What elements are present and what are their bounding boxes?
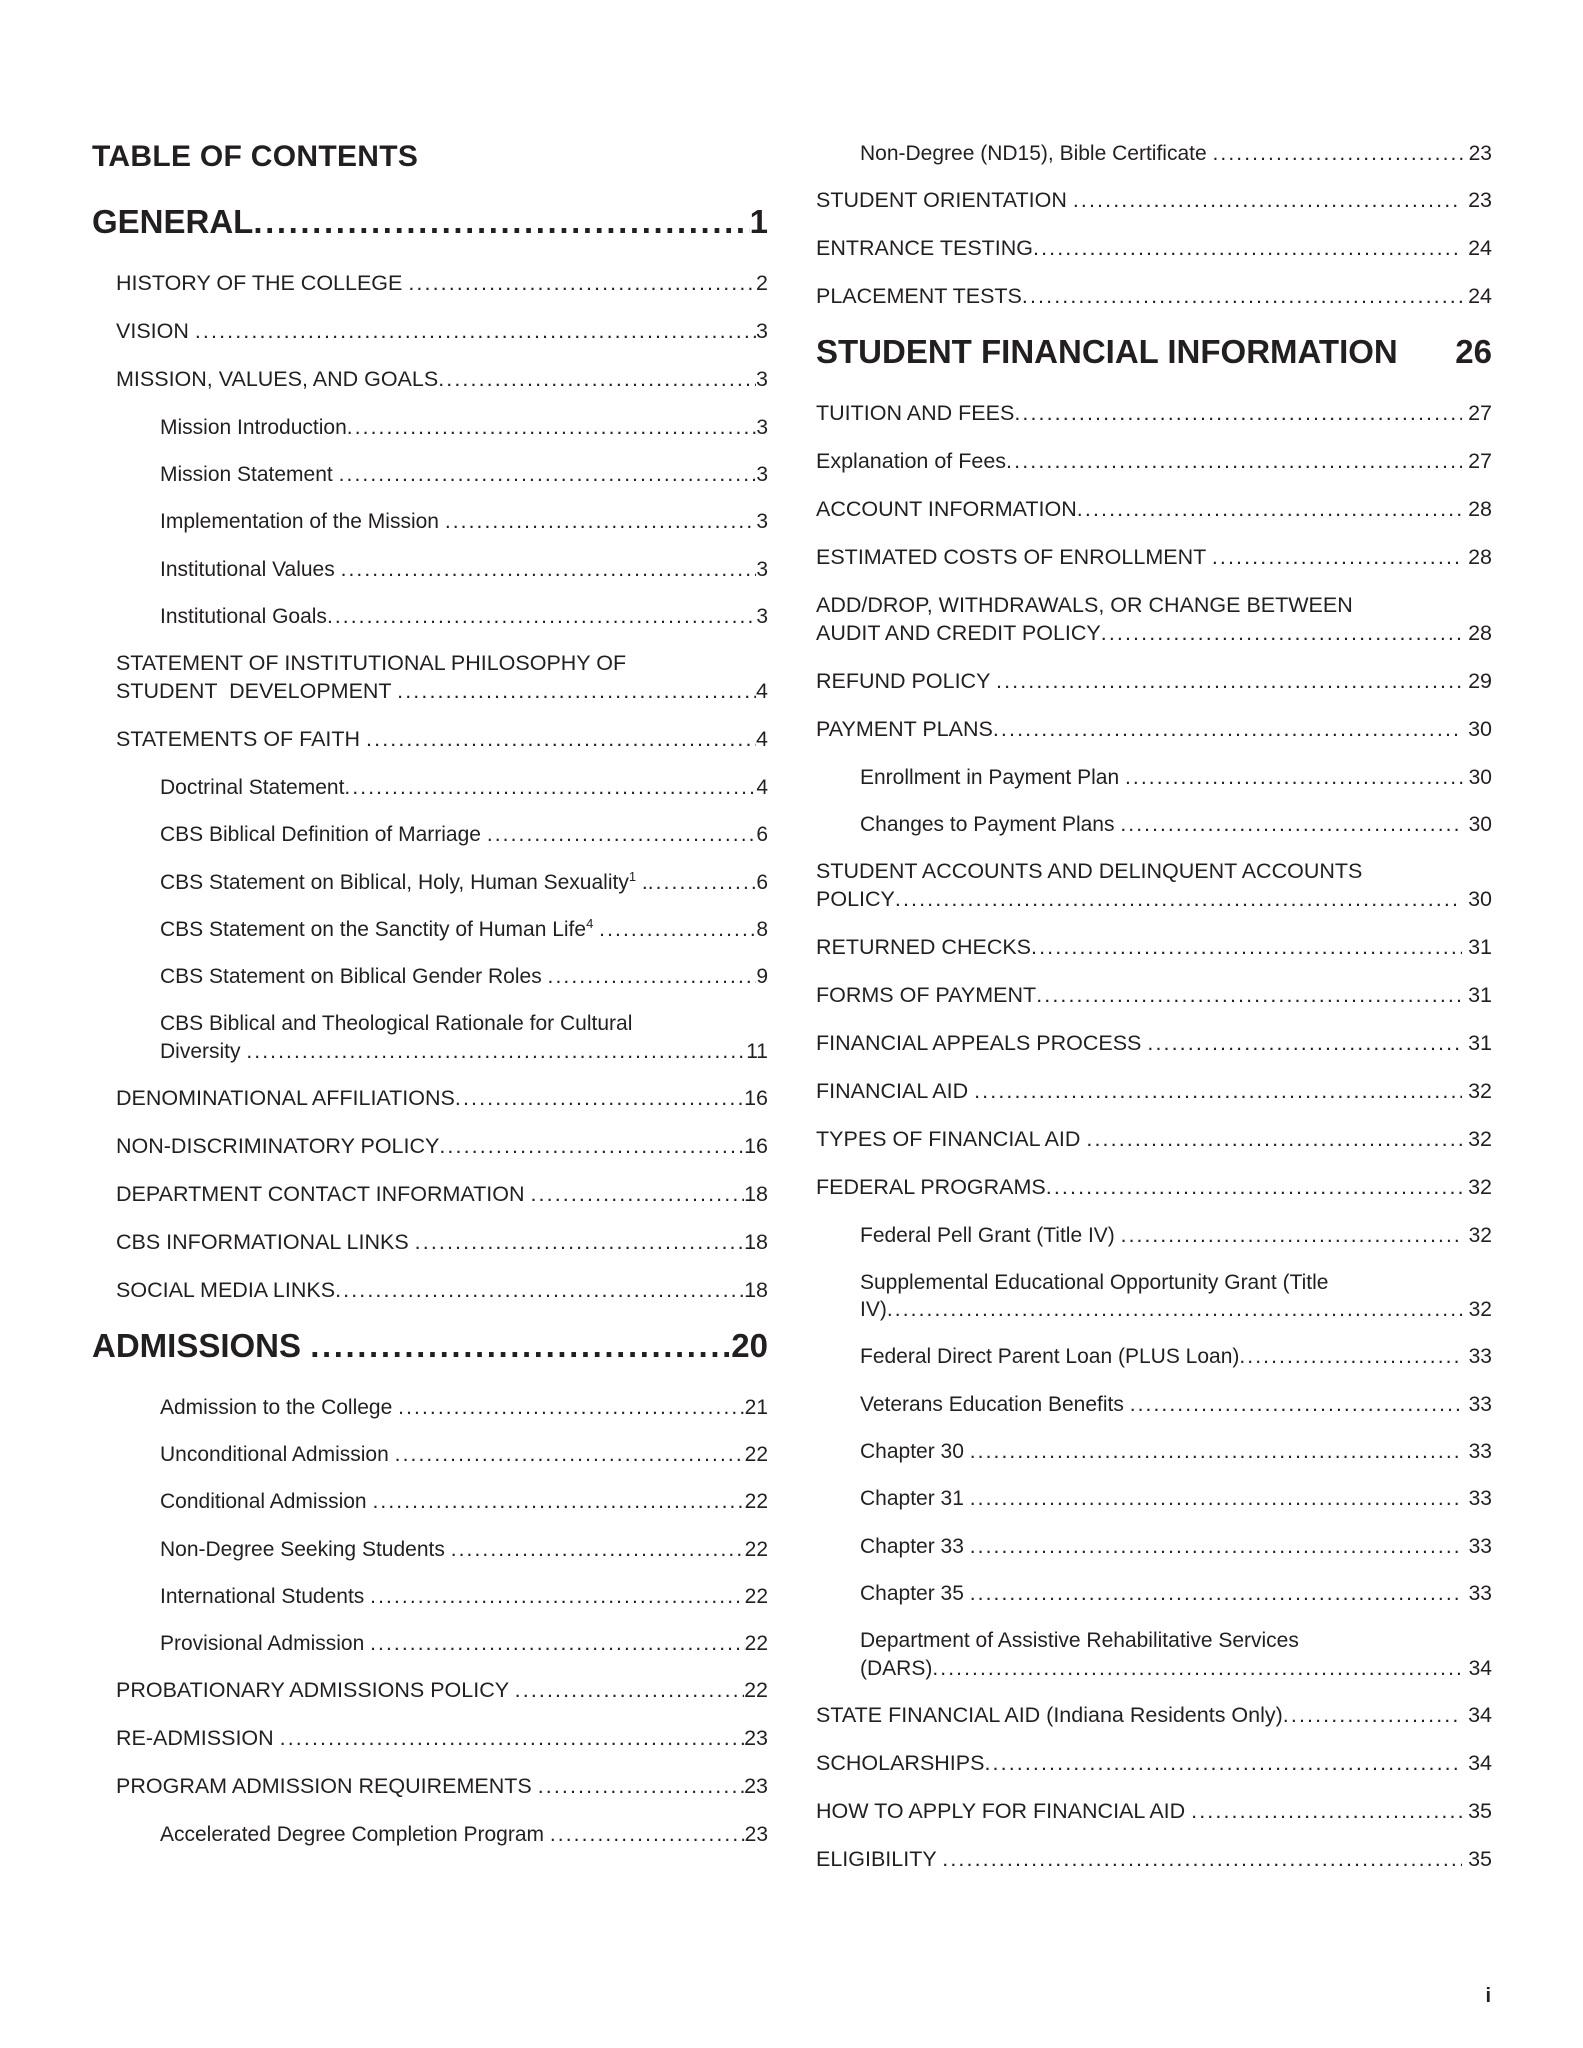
toc-page-number: 20 [731, 1326, 768, 1364]
toc-entry[interactable] [816, 235, 1492, 263]
toc-page-number: 23 [744, 1823, 768, 1847]
toc-page-number: 18 [744, 1229, 768, 1254]
toc-entry[interactable] [816, 982, 1492, 1010]
toc-page-number: 33 [1462, 1487, 1492, 1511]
toc-entry[interactable] [816, 858, 1492, 914]
toc-page-number: 4 [756, 679, 768, 704]
toc-page-number: 16 [744, 1086, 768, 1111]
toc-dot-leader [1036, 982, 1462, 1010]
toc-dot-leader [335, 1277, 744, 1305]
toc-dot-leader [370, 1630, 745, 1657]
toc-entry-label [160, 869, 648, 896]
toc-dot-leader [415, 1229, 744, 1257]
toc-page-number: 33 [1462, 1534, 1492, 1558]
toc-entry[interactable] [816, 1750, 1492, 1778]
toc-entry-line2 [860, 1296, 1492, 1323]
toc-entry-line2 [160, 1038, 768, 1065]
toc-entry[interactable] [816, 1438, 1492, 1465]
toc-entry-label-line2: POLICY [816, 887, 895, 912]
toc-page-number: 24 [1462, 236, 1492, 261]
toc-entry[interactable] [816, 1846, 1492, 1874]
toc-entry-label: FEDERAL PROGRAMS [816, 1174, 1046, 1199]
toc-dot-leader [1101, 620, 1462, 648]
toc-dot-leader [397, 678, 756, 706]
toc-dot-leader [1033, 235, 1462, 263]
toc-entry[interactable] [92, 1085, 768, 1113]
toc-page-number: 30 [1462, 765, 1492, 789]
toc-entry[interactable] [92, 1325, 768, 1368]
toc-page-number: 21 [744, 1395, 768, 1419]
toc-dot-leader [538, 1773, 744, 1801]
toc-page-number: 34 [1462, 1702, 1492, 1727]
toc-entry-line2 [816, 886, 1492, 914]
toc-page-number: 4 [756, 727, 768, 752]
toc-entry-label-line1: STUDENT ACCOUNTS AND DELINQUENT ACCOUNTS [816, 859, 1363, 884]
toc-dot-leader [530, 1181, 744, 1209]
toc-entry[interactable] [92, 916, 768, 943]
toc-page-number: 22 [744, 1537, 768, 1561]
toc-entry-label: Mission Introduction [160, 415, 347, 439]
toc-dot-leader [970, 1533, 1463, 1560]
toc-page-number: 32 [1462, 1078, 1492, 1103]
toc-dot-leader [347, 414, 757, 441]
toc-dot-leader [327, 603, 756, 630]
toc-page-number: 3 [756, 415, 768, 439]
toc-entry-label: Provisional Admission [160, 1632, 371, 1656]
toc-page-number: 22 [744, 1442, 768, 1466]
toc-dot-leader [895, 886, 1462, 914]
toc-entry-label: CBS INFORMATIONAL LINKS [116, 1229, 415, 1254]
toc-dot-leader [599, 916, 756, 943]
toc-entry-line2 [116, 678, 768, 706]
toc-entry[interactable] [816, 1126, 1492, 1154]
toc-dot-leader [1212, 140, 1462, 167]
toc-entry-label: VISION [116, 318, 195, 343]
toc-entry[interactable] [816, 1533, 1492, 1560]
toc-page-number: 27 [1462, 448, 1492, 473]
toc-entry[interactable] [92, 461, 768, 488]
toc-dot-leader [366, 726, 756, 754]
toc-page-number: 30 [1462, 716, 1492, 741]
toc-dot-leader [996, 668, 1462, 696]
toc-page-number: 24 [1462, 284, 1492, 309]
toc-page-number: 18 [744, 1277, 768, 1302]
toc-entry-label [160, 916, 599, 943]
toc-entry[interactable] [92, 1583, 768, 1610]
toc-page-number: 11 [746, 1039, 768, 1063]
toc-dot-leader [451, 1536, 745, 1563]
toc-dot-leader [515, 1677, 744, 1705]
toc-entry-label: TYPES OF FINANCIAL AID [816, 1126, 1087, 1151]
toc-entry-label-line2: AUDIT AND CREDIT POLICY [816, 620, 1101, 645]
toc-entry[interactable] [816, 811, 1492, 838]
toc-entry[interactable] [92, 774, 768, 801]
toc-page-number: 23 [1462, 142, 1492, 165]
toc-entry[interactable] [92, 1229, 768, 1257]
toc-dot-leader [339, 461, 757, 488]
toc-dot-leader [1147, 1030, 1462, 1058]
toc-entry[interactable] [92, 270, 768, 298]
toc-entry-label: PAYMENT PLANS [816, 716, 993, 741]
toc-entry[interactable] [816, 1391, 1492, 1418]
toc-page-number: 30 [1462, 887, 1492, 912]
toc-entry-label: Chapter 31 [860, 1487, 970, 1511]
toc-entry-label: Unconditional Admission [160, 1442, 395, 1466]
toc-entry[interactable] [92, 1441, 768, 1468]
toc-dot-leader [1073, 187, 1462, 215]
toc-page-number: 28 [1462, 620, 1492, 645]
footnote-marker: 1 [628, 868, 637, 884]
toc-page-number: 1 [749, 203, 768, 240]
toc-page-number: 32 [1462, 1126, 1492, 1151]
toc-entry-label: ELIGIBILITY [816, 1846, 943, 1871]
toc-entry-label: Accelerated Degree Completion Program [160, 1823, 550, 1847]
toc-entry-label-line2: Diversity [160, 1039, 247, 1063]
toc-dot-leader [970, 1485, 1463, 1512]
toc-entry-label: SOCIAL MEDIA LINKS [116, 1277, 336, 1302]
toc-page-number: 3 [756, 604, 768, 628]
toc-entry[interactable] [816, 331, 1492, 374]
toc-entry[interactable] [816, 1798, 1492, 1826]
toc-page-number: 22 [744, 1678, 768, 1703]
toc-entry[interactable] [92, 1181, 768, 1209]
toc-entry-line2 [860, 1655, 1492, 1682]
toc-entry-line2 [816, 620, 1492, 648]
toc-dot-leader [548, 963, 757, 990]
toc-page-number: 16 [744, 1134, 768, 1159]
toc-dot-leader [1022, 283, 1462, 311]
toc-page-number: 34 [1462, 1750, 1492, 1775]
toc-entry[interactable] [816, 496, 1492, 524]
toc-entry[interactable] [92, 1821, 768, 1848]
toc-page-number: 33 [1462, 1581, 1492, 1605]
toc-entry[interactable] [816, 544, 1492, 572]
toc-dot-leader [280, 1725, 744, 1753]
toc-entry-label: STUDENT ORIENTATION [816, 188, 1073, 213]
toc-dot-leader [310, 1325, 731, 1368]
toc-entry[interactable] [816, 764, 1492, 791]
toc-dot-leader [1212, 544, 1462, 572]
toc-left-column [92, 140, 768, 1869]
toc-dot-leader [395, 1441, 745, 1468]
toc-entry[interactable] [816, 1702, 1492, 1730]
toc-page-number: 18 [744, 1181, 768, 1206]
toc-entry-label: ESTIMATED COSTS OF ENROLLMENT [816, 544, 1212, 569]
toc-dot-leader [648, 869, 757, 896]
toc-page-number: 35 [1462, 1846, 1492, 1871]
toc-entry-label: ADMISSIONS [92, 1326, 311, 1364]
toc-entry[interactable] [816, 592, 1492, 648]
toc-entry[interactable] [816, 1174, 1492, 1202]
toc-dot-leader [246, 1038, 746, 1065]
toc-entry[interactable] [92, 1725, 768, 1753]
toc-entry-label: Mission Statement [160, 463, 339, 486]
toc-entry-label: Non-Degree (ND15), Bible Certificate [860, 142, 1213, 165]
toc-entry-label: REFUND POLICY [816, 668, 996, 693]
toc-entry-label: Chapter 33 [860, 1534, 970, 1558]
toc-entry-label: Federal Pell Grant (Title IV) [860, 1223, 1121, 1247]
toc-page-number: 4 [756, 776, 768, 799]
toc-page-number: 22 [744, 1584, 768, 1608]
toc-entry-label: NON-DISCRIMINATORY POLICY [116, 1134, 440, 1159]
toc-page-number: 31 [1462, 1030, 1492, 1055]
page-title: TABLE OF CONTENTS [92, 140, 419, 173]
toc-entry[interactable] [816, 1078, 1492, 1106]
toc-page-number: 23 [744, 1774, 768, 1799]
toc-dot-leader [398, 1394, 745, 1421]
toc-entry-label: Admission to the College [160, 1395, 399, 1419]
toc-entry[interactable] [92, 508, 768, 535]
toc-entry-label: RE-ADMISSION [116, 1726, 280, 1751]
toc-entry[interactable] [92, 1630, 768, 1657]
toc-dot-leader [195, 318, 756, 346]
toc-entry-label: Veterans Education Benefits [860, 1392, 1130, 1416]
toc-entry-label: FORMS OF PAYMENT [816, 982, 1037, 1007]
toc-entry[interactable] [816, 668, 1492, 696]
toc-entry-label: SCHOLARSHIPS [816, 1750, 985, 1775]
toc-entry-label: DEPARTMENT CONTACT INFORMATION [116, 1181, 531, 1206]
toc-dot-leader [1191, 1798, 1462, 1826]
toc-entry-label: TUITION AND FEES [816, 401, 1015, 425]
toc-page-number: 31 [1462, 934, 1492, 959]
toc-dot-leader [932, 1655, 1462, 1682]
toc-entry[interactable] [816, 140, 1492, 167]
toc-dot-leader [487, 821, 757, 848]
toc-dot-leader [341, 556, 757, 583]
toc-entry-label: RETURNED CHECKS [816, 934, 1032, 959]
toc-entry[interactable] [816, 1485, 1492, 1512]
toc-page-number: 28 [1462, 544, 1492, 569]
toc-dot-leader [984, 1750, 1462, 1778]
toc-page-number: 30 [1462, 812, 1492, 836]
toc-dot-leader [438, 366, 756, 394]
toc-entry[interactable] [92, 201, 768, 244]
toc-dot-leader [550, 1821, 745, 1848]
toc-entry-label: FINANCIAL APPEALS PROCESS [816, 1030, 1148, 1055]
toc-dot-leader [408, 270, 756, 298]
toc-entry[interactable] [816, 1269, 1492, 1324]
toc-dot-leader [1006, 448, 1462, 476]
toc-entry[interactable] [816, 283, 1492, 311]
toc-entry[interactable] [816, 448, 1492, 476]
toc-entry[interactable] [816, 934, 1492, 962]
toc-page-number: 33 [1462, 1392, 1492, 1416]
toc-dot-leader [344, 774, 756, 801]
toc-entry-label: Explanation of Fees [816, 448, 1007, 473]
toc-entry[interactable] [92, 1677, 768, 1705]
toc-dot-leader [1031, 934, 1462, 962]
toc-page-number: 32 [1462, 1223, 1492, 1247]
toc-dot-leader [455, 1085, 744, 1113]
toc-entry-label: Federal Direct Parent Loan (PLUS Loan) [860, 1345, 1240, 1369]
toc-left-entry-list [92, 201, 768, 1849]
toc-entry-label: Conditional Admission [160, 1490, 373, 1514]
toc-entry[interactable] [92, 1773, 768, 1801]
toc-entry-label: ACCOUNT INFORMATION [816, 496, 1077, 521]
toc-entry-label: MISSION, VALUES, AND GOALS [116, 366, 439, 391]
toc-entry[interactable] [92, 726, 768, 754]
toc-page-number: 33 [1462, 1440, 1492, 1464]
toc-dot-leader [372, 1488, 744, 1515]
toc-entry-label: Non-Degree Seeking Students [160, 1537, 451, 1561]
toc-entry[interactable] [92, 318, 768, 346]
toc-page-number: 3 [756, 557, 768, 581]
toc-entry-label-line2: STUDENT DEVELOPMENT [116, 679, 398, 704]
toc-page-number: 31 [1462, 982, 1492, 1007]
toc-entry[interactable] [92, 366, 768, 394]
toc-page-number: 27 [1462, 401, 1492, 425]
toc-entry[interactable] [92, 1010, 768, 1065]
toc-entry[interactable] [92, 1488, 768, 1515]
toc-entry[interactable] [816, 187, 1492, 215]
toc-dot-leader [993, 716, 1462, 744]
toc-page-number: 3 [756, 366, 768, 391]
toc-entry[interactable] [92, 1277, 768, 1305]
toc-dot-leader [370, 1583, 744, 1610]
toc-entry[interactable] [92, 603, 768, 630]
toc-right-column [816, 140, 1492, 1894]
toc-page-number: 6 [756, 870, 768, 894]
toc-page-number: 23 [744, 1726, 768, 1751]
toc-entry-label-line1: ADD/DROP, WITHDRAWALS, OR CHANGE BETWEEN [816, 592, 1353, 617]
toc-page-number: 2 [756, 270, 768, 295]
toc-entry[interactable] [92, 1536, 768, 1563]
toc-page-number: 26 [1455, 333, 1492, 371]
footnote-marker: 4 [586, 915, 594, 931]
toc-entry[interactable] [816, 716, 1492, 744]
toc-entry[interactable] [92, 414, 768, 441]
toc-page-number: 32 [1462, 1174, 1492, 1199]
toc-entry[interactable] [816, 400, 1492, 428]
toc-entry[interactable] [816, 1030, 1492, 1058]
toc-entry[interactable] [816, 1580, 1492, 1607]
toc-page-number: 9 [756, 965, 768, 989]
toc-page-number: 34 [1462, 1656, 1492, 1680]
toc-dot-leader [1120, 811, 1462, 838]
toc-entry-label-line2: IV) [860, 1298, 887, 1322]
toc-entry-label-line1: STATEMENT OF INSTITUTIONAL PHILOSOPHY OF [116, 651, 627, 676]
toc-entry-label: STATE FINANCIAL AID (Indiana Residents Only) [816, 1702, 1283, 1727]
toc-page-number: 6 [756, 823, 768, 847]
toc-entry-label: HISTORY OF THE COLLEGE [116, 270, 409, 295]
toc-page-number: 23 [1462, 188, 1492, 213]
toc-entry-label: Implementation of the Mission [160, 510, 445, 534]
toc-entry-label: International Students [160, 1584, 371, 1608]
toc-columns [92, 140, 1492, 1894]
toc-dot-leader [942, 1846, 1462, 1874]
toc-entry-label: PLACEMENT TESTS [816, 284, 1022, 309]
toc-page-number: 32 [1462, 1298, 1492, 1322]
toc-dot-leader [1046, 1174, 1462, 1202]
toc-page-number: 35 [1462, 1798, 1492, 1823]
toc-entry-label-line1: CBS Biblical and Theological Rationale for Cultural [160, 1012, 633, 1036]
toc-entry-label: STUDENT FINANCIAL INFORMATION [816, 333, 1407, 371]
toc-entry-label: Changes to Payment Plans [860, 812, 1121, 836]
toc-entry[interactable] [816, 1222, 1492, 1249]
toc-entry-label: PROBATIONARY ADMISSIONS POLICY [116, 1678, 515, 1703]
toc-entry-label: CBS Biblical Definition of Marriage [160, 823, 487, 847]
toc-dot-leader [1125, 764, 1463, 791]
toc-entry[interactable] [92, 650, 768, 706]
toc-entry[interactable] [92, 1133, 768, 1161]
toc-dot-leader [1239, 1343, 1462, 1370]
toc-dot-leader [1014, 400, 1462, 428]
toc-page-number: 8 [756, 917, 768, 941]
toc-entry[interactable] [92, 556, 768, 583]
toc-dot-leader [1283, 1702, 1462, 1730]
toc-entry[interactable] [816, 1627, 1492, 1682]
page-folio: i [1485, 1985, 1491, 2007]
toc-entry-label: Institutional Values [160, 557, 341, 581]
toc-dot-leader [970, 1438, 1463, 1465]
toc-dot-leader [1077, 496, 1462, 524]
toc-entry-label: Chapter 35 [860, 1581, 970, 1605]
toc-page-number: 3 [756, 510, 768, 534]
toc-right-entry-list [816, 140, 1492, 1874]
toc-entry-label: CBS Statement on Biblical Gender Roles [160, 965, 548, 989]
toc-entry-label: Institutional Goals [160, 604, 327, 628]
toc-entry-label-tail: . [636, 870, 648, 894]
toc-entry-label-line1: Supplemental Educational Opportunity Grant (Title [860, 1270, 1329, 1294]
toc-dot-leader [253, 201, 749, 244]
toc-entry-label: FINANCIAL AID [816, 1078, 975, 1103]
toc-dot-leader [970, 1580, 1463, 1607]
toc-entry[interactable] [92, 869, 768, 896]
toc-dot-leader [974, 1078, 1462, 1106]
toc-dot-leader [1121, 1222, 1463, 1249]
toc-entry[interactable] [92, 1394, 768, 1421]
toc-entry-label: HOW TO APPLY FOR FINANCIAL AID [816, 1798, 1192, 1823]
toc-entry[interactable] [92, 963, 768, 990]
toc-entry-label-line1: Department of Assistive Rehabilitative Services [860, 1629, 1299, 1653]
toc-entry-label-text: CBS Statement on Biblical, Holy, Human Sexuality [160, 870, 629, 894]
toc-dot-leader [1086, 1126, 1462, 1154]
toc-dot-leader [439, 1133, 744, 1161]
toc-page-number: 33 [1462, 1345, 1492, 1369]
toc-dot-leader [1130, 1391, 1463, 1418]
toc-page-number: 3 [756, 463, 768, 486]
toc-entry[interactable] [92, 821, 768, 848]
toc-dot-leader [445, 508, 757, 535]
toc-page-number: 29 [1462, 668, 1492, 693]
toc-entry-label-text: CBS Statement on the Sanctity of Human Life [160, 917, 587, 941]
toc-page-number: 22 [744, 1490, 768, 1514]
toc-page-number: 22 [744, 1632, 768, 1656]
toc-entry-label: DENOMINATIONAL AFFILIATIONS [116, 1086, 455, 1111]
toc-entry-label: PROGRAM ADMISSION REQUIREMENTS [116, 1774, 538, 1799]
toc-entry-label: Doctrinal Statement [160, 776, 345, 799]
toc-entry[interactable] [816, 1343, 1492, 1370]
toc-page-number: 3 [756, 318, 768, 343]
toc-entry-label: GENERAL [92, 203, 254, 240]
toc-page-number: 28 [1462, 496, 1492, 521]
toc-entry-label-line2: (DARS) [860, 1656, 933, 1680]
toc-entry-label: Chapter 30 [860, 1440, 970, 1464]
toc-dot-leader [887, 1296, 1463, 1323]
toc-entry-label: ENTRANCE TESTING [816, 236, 1034, 261]
toc-entry-label: STATEMENTS OF FAITH [116, 727, 367, 752]
toc-entry-label: Enrollment in Payment Plan [860, 765, 1125, 789]
